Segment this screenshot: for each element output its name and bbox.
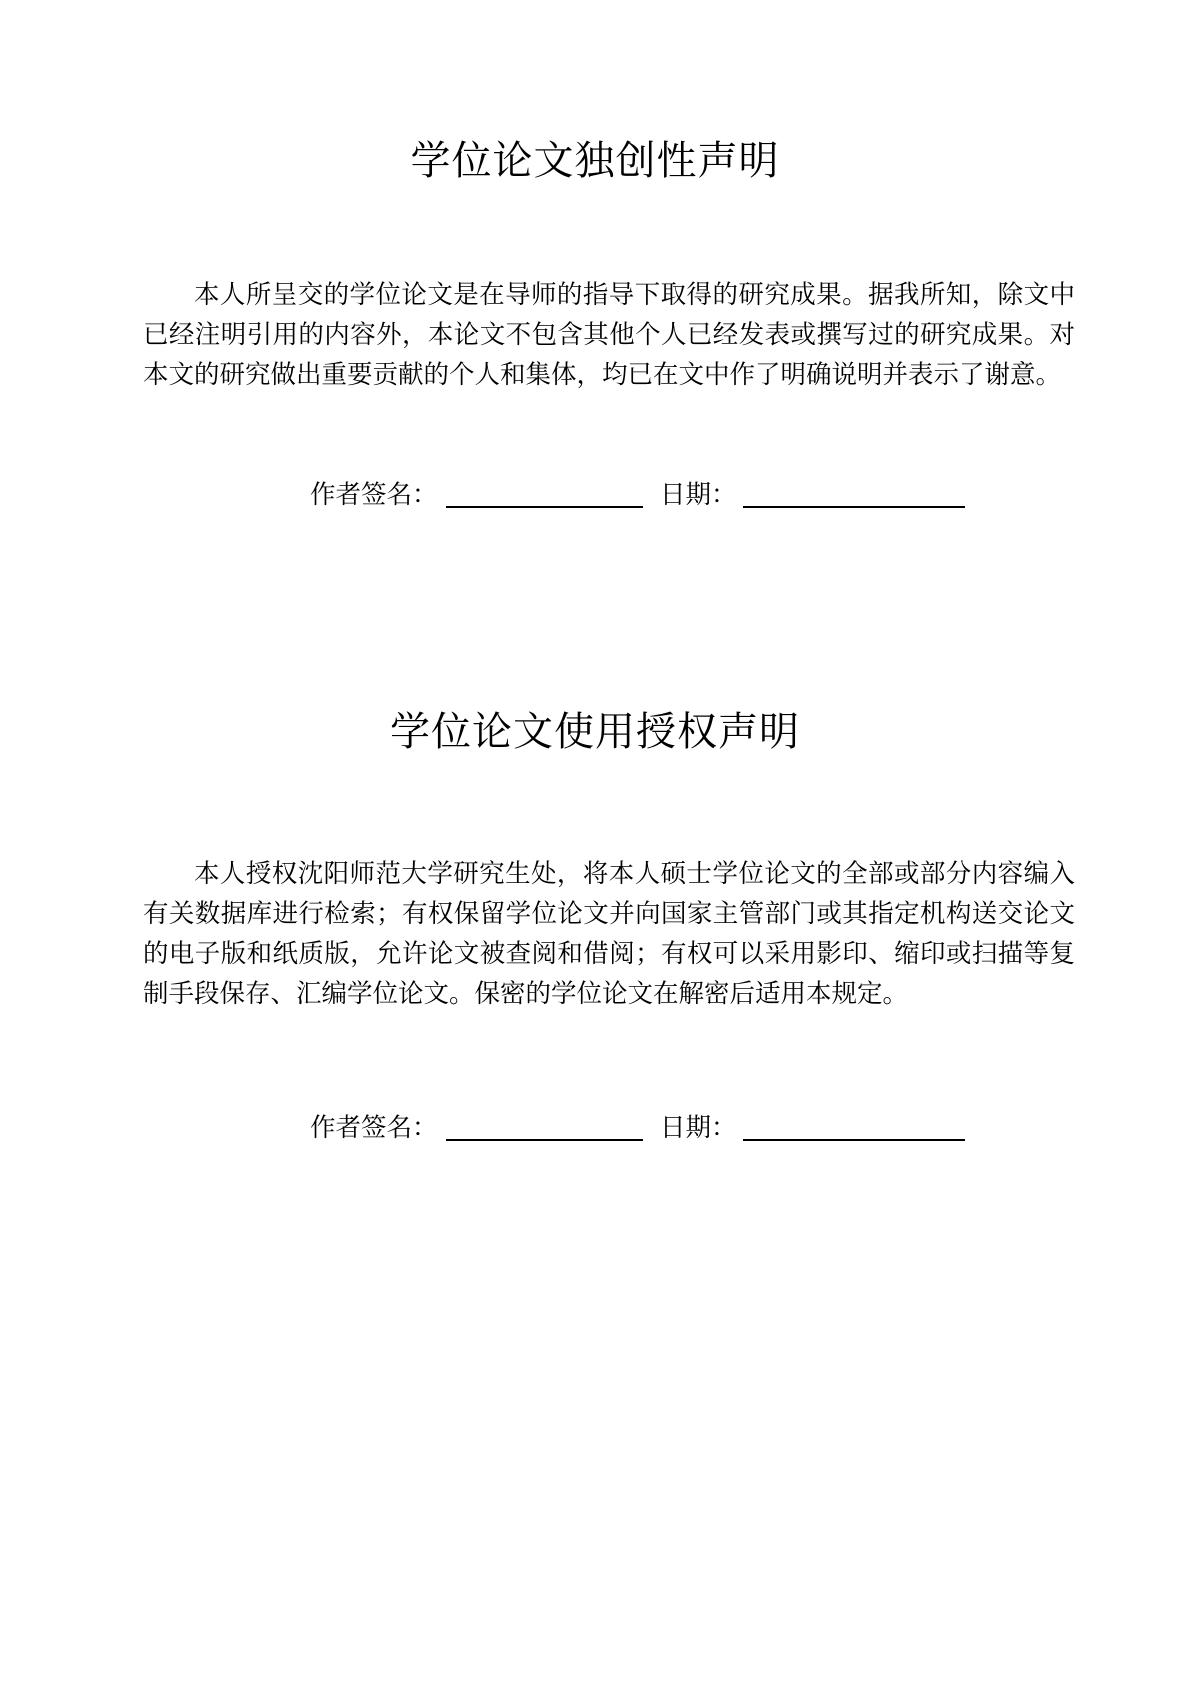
author-signature-field[interactable] (446, 1139, 643, 1141)
date-label: 日期： (660, 1113, 737, 1143)
originality-title: 学位论文独创性声明 (410, 138, 780, 184)
originality-signature-row (0, 475, 1190, 515)
author-signature-label: 作者签名： (310, 1113, 438, 1143)
authorization-title: 学位论文使用授权声明 (390, 709, 800, 755)
date-field[interactable] (743, 1139, 965, 1141)
date-field[interactable] (743, 506, 965, 508)
author-signature-field[interactable] (446, 506, 643, 508)
date-label: 日期： (660, 480, 737, 510)
author-signature-label: 作者签名： (310, 480, 438, 510)
authorization-body: 本人授权沈阳师范大学研究生处，将本人硕士学位论文的全部或部分内容编入有关数据库进行检索；有权保留学位论文并向国家主管部门或其指定机构送交论文的电子版和纸质版，允许论文被查阅和借阅；有权可以采用影印、缩印或扫描等复制手段保存、汇编学位论文。保密的学位论文在解密后适用本规定。 (143, 859, 1075, 1009)
originality-body: 本人所呈交的学位论文是在导师的指导下取得的研究成果。据我所知，除文中已经注明引用的内容外，本论文不包含其他个人已经发表或撰写过的研究成果。对本文的研究做出重要贡献的个人和集体，均已在文中作了明确说明并表示了谢意。 (143, 280, 1075, 390)
authorization-signature-row (0, 1108, 1190, 1148)
